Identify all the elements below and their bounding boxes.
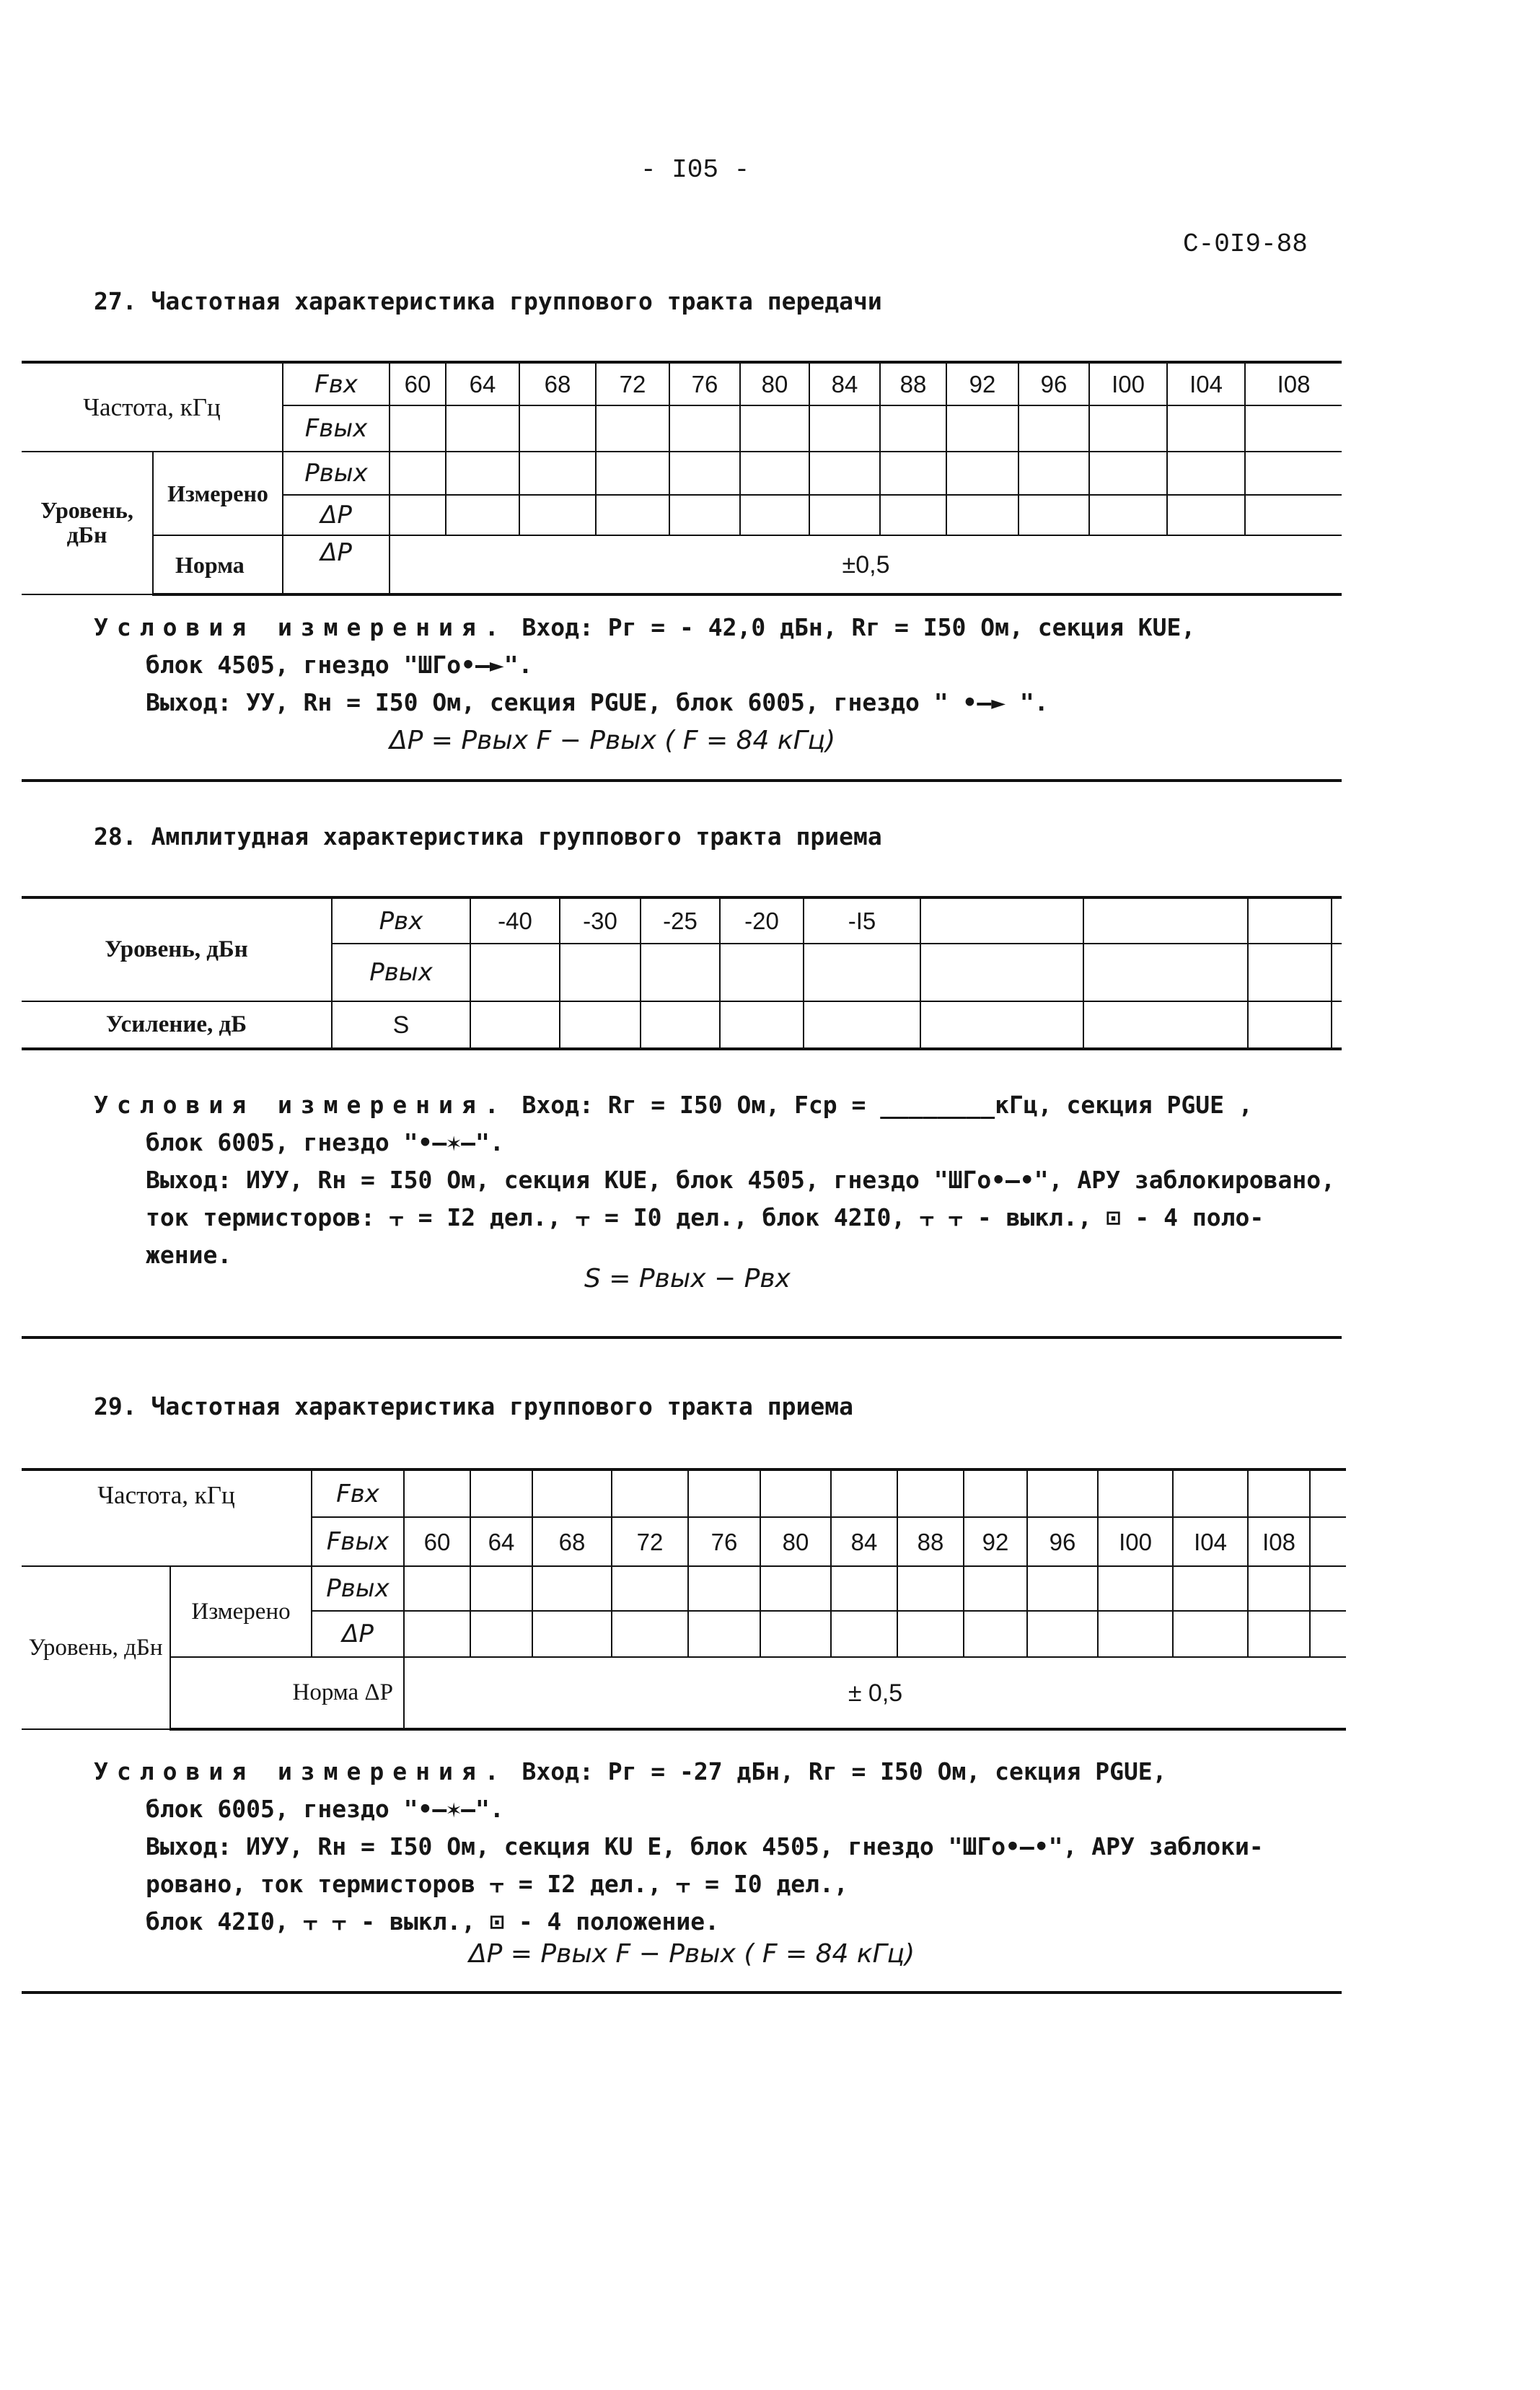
p-out-symbol: Pвых <box>332 944 470 1001</box>
measured-label: Измерено <box>170 1566 312 1657</box>
conditions-heading: Условия измерения. <box>94 1091 508 1119</box>
freq-cell: 76 <box>669 362 740 405</box>
section-27-title: 27. Частотная характеристика группового тракта передачи <box>94 287 882 315</box>
conditions-line: ток термисторов: ⫟ = I2 дел., ⫟ = I0 дел., блок 42I0, ⫟ ⫟ - выкл., ⊡ - 4 поло- <box>146 1203 1264 1231</box>
p-in-symbol: Pвх <box>332 897 470 944</box>
conditions-line: Вход: Pг = -27 дБн, Rг = I50 Ом, секция PGUE, <box>522 1757 1167 1785</box>
freq-cell: 60 <box>390 362 446 405</box>
document-code: С-0I9-88 <box>1183 229 1308 259</box>
freq-cell: 92 <box>964 1517 1027 1566</box>
conditions-line: Вход: Pг = - 42,0 дБн, Rг = I50 Ом, секция KUE, <box>522 613 1196 641</box>
conditions-line: блок 4505, гнездо "ШГо•—►". <box>146 651 533 679</box>
f-out-symbol: Fвых <box>283 405 390 452</box>
page-number: - I05 - <box>641 155 750 185</box>
section-29-title: 29. Частотная характеристика группового тракта приема <box>94 1392 853 1420</box>
conditions-line: блок 6005, гнездо "•—✶—". <box>146 1795 504 1823</box>
freq-cell: 80 <box>760 1517 831 1566</box>
delta-p-symbol: ΔP <box>283 495 390 535</box>
freq-cell: 88 <box>880 362 946 405</box>
gain-label: Усиление, дБ <box>22 1001 332 1049</box>
level-label: Уровень, дБн <box>22 452 153 594</box>
divider <box>22 1991 1342 1994</box>
f-in-symbol: Fвх <box>283 362 390 405</box>
p-out-symbol: Pвых <box>312 1566 404 1611</box>
freq-cell: 68 <box>532 1517 612 1566</box>
freq-cell: 72 <box>596 362 669 405</box>
delta-p-symbol: ΔP <box>312 1611 404 1657</box>
norm-label: Норма ΔP <box>170 1657 404 1729</box>
freq-cell: 84 <box>831 1517 897 1566</box>
section-29-table <box>22 1468 1346 1731</box>
freq-cell: 84 <box>809 362 880 405</box>
conditions-line: блок 6005, гнездо "•—✶—". <box>146 1128 504 1156</box>
freq-cell: 68 <box>519 362 596 405</box>
level-cell: -30 <box>560 897 641 944</box>
frequency-label: Частота, кГц <box>22 362 283 452</box>
f-in-symbol: Fвх <box>312 1469 404 1517</box>
freq-cell: I04 <box>1173 1517 1248 1566</box>
norm-value: ± 0,5 <box>404 1657 1346 1729</box>
section-28-formula: S = Pвых − Pвх <box>584 1264 791 1293</box>
freq-cell: I08 <box>1245 362 1342 405</box>
level-cell: -40 <box>470 897 560 944</box>
freq-cell: 64 <box>470 1517 532 1566</box>
freq-cell: 96 <box>1018 362 1089 405</box>
conditions-line: Выход: ИУУ, Rн = I50 Ом, секция KUE, блок 4505, гнездо "ШГо•—•", АРУ заблокировано, <box>146 1166 1336 1194</box>
level-cell: -I5 <box>804 897 920 944</box>
conditions-line: жение. <box>146 1241 232 1269</box>
section-29-conditions <box>94 1753 1264 1941</box>
freq-cell: 88 <box>897 1517 964 1566</box>
freq-cell: 96 <box>1027 1517 1098 1566</box>
measured-label: Измерено <box>153 452 283 535</box>
f-out-symbol: Fвых <box>312 1517 404 1566</box>
freq-cell: I00 <box>1098 1517 1173 1566</box>
section-28-conditions <box>94 1086 1335 1274</box>
conditions-line: блок 42I0, ⫟ ⫟ - выкл., ⊡ - 4 положение. <box>146 1907 719 1936</box>
norm-value: ±0,5 <box>390 535 1342 594</box>
conditions-heading: Условия измерения. <box>94 1757 508 1785</box>
level-label: Уровень, дБн <box>22 1566 170 1729</box>
conditions-heading: Условия измерения. <box>94 613 508 641</box>
section-27-table <box>22 361 1342 596</box>
conditions-line: Выход: ИУУ, Rн = I50 Ом, секция KU E, блок 4505, гнездо "ШГо•—•", АРУ заблоки- <box>146 1832 1264 1860</box>
section-28-table <box>22 896 1342 1050</box>
freq-cell: I08 <box>1248 1517 1310 1566</box>
norm-label: Норма <box>153 535 283 594</box>
freq-cell: 72 <box>612 1517 688 1566</box>
frequency-label: Частота, кГц <box>22 1469 312 1566</box>
level-cell: -20 <box>720 897 804 944</box>
conditions-line: Вход: Rг = I50 Ом, Fср = ________кГц, секция PGUE , <box>522 1091 1253 1119</box>
freq-cell: 76 <box>688 1517 760 1566</box>
section-28-title: 28. Амплитудная характеристика группового тракта приема <box>94 822 882 851</box>
section-27-conditions <box>94 609 1195 721</box>
freq-cell: I04 <box>1167 362 1245 405</box>
freq-cell: I00 <box>1089 362 1167 405</box>
conditions-line: Выход: УУ, Rн = I50 Ом, секция PGUE, блок 6005, гнездо " •—► ". <box>146 688 1049 716</box>
freq-cell: 60 <box>404 1517 470 1566</box>
divider <box>22 779 1342 782</box>
delta-p-symbol: ΔP <box>283 535 390 594</box>
divider <box>22 1336 1342 1339</box>
freq-cell: 64 <box>446 362 519 405</box>
section-27-formula: ΔP = Pвых F − Pвых ( F = 84 кГц) <box>390 726 836 755</box>
level-label: Уровень, дБн <box>22 897 332 1001</box>
conditions-line: ровано, ток термисторов ⫟ = I2 дел., ⫟ = I0 дел., <box>146 1870 848 1898</box>
freq-cell: 92 <box>946 362 1018 405</box>
freq-cell: 80 <box>740 362 809 405</box>
gain-symbol: S <box>332 1001 470 1049</box>
level-cell: -25 <box>641 897 720 944</box>
section-29-formula: ΔP = Pвых F − Pвых ( F = 84 кГц) <box>469 1939 915 1969</box>
p-out-symbol: Pвых <box>283 452 390 495</box>
